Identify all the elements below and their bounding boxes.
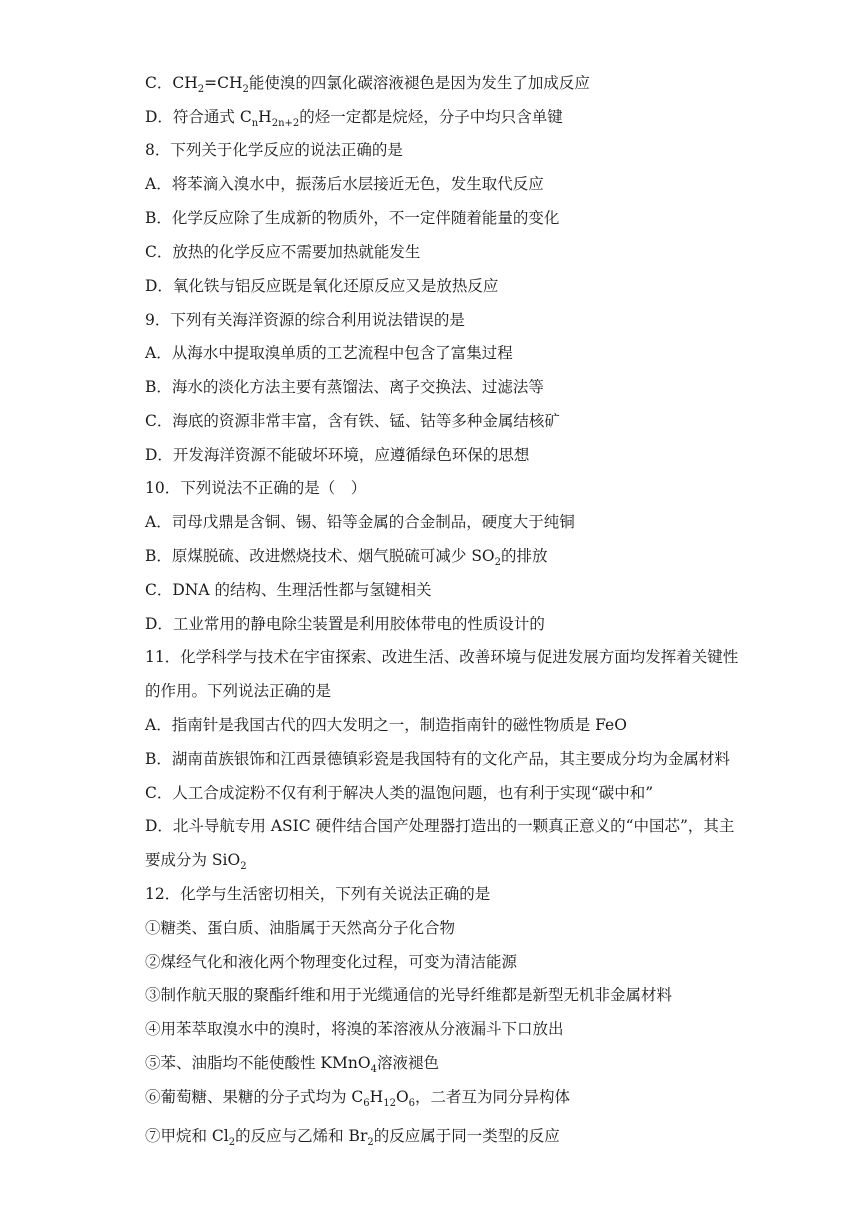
option-8c: C．放热的化学反应不需要加热就能发生	[145, 243, 421, 261]
option-9a: A．从海水中提取溴单质的工艺流程中包含了富集过程	[145, 344, 513, 362]
option-8b: B．化学反应除了生成新的物质外，不一定伴随着能量的变化	[145, 209, 560, 227]
option-9c: C．海底的资源非常丰富，含有铁、锰、钴等多种金属结核矿	[145, 412, 560, 430]
option-10a: A．司母戊鼎是含铜、锡、铅等金属的合金制品，硬度大于纯铜	[145, 513, 575, 531]
statement-12-2: ②煤经气化和液化两个物理变化过程，可变为清洁能源	[145, 953, 518, 971]
option-11b: B．湖南苗族银饰和江西景德镇彩瓷是我国特有的文化产品，其主要成分均为金属材料	[145, 750, 730, 768]
statement-12-6: ⑥葡萄糖、果糖的分子式均为 $C_6H_{12}O_6$，二者互为同分异构体	[145, 1088, 571, 1110]
question-12: 12．化学与生活密切相关，下列有关说法正确的是	[145, 885, 491, 903]
option-10c: C．DNA 的结构、生理活性都与氢键相关	[145, 581, 432, 599]
statement-12-3: ③制作航天服的聚酯纤维和用于光缆通信的光导纤维都是新型无机非金属材料	[145, 986, 673, 1004]
question-11: 11．化学科学与技术在宇宙探索、改进生活、改善环境与促进发展方面均发挥着关键性	[145, 648, 739, 666]
question-9: 9．下列有关海洋资源的综合利用说法错误的是	[145, 311, 465, 329]
question-10: 10．下列说法不正确的是（ ）	[145, 479, 367, 497]
option-9b: B．海水的淡化方法主要有蒸馏法、离子交换法、过滤法等	[145, 378, 544, 396]
text-line-7c: C．$CH_2=CH_2$能使溴的四氯化碳溶液褪色是因为发生了加成反应	[145, 74, 590, 96]
question-11-cont: 的作用。下列说法正确的是	[145, 682, 332, 700]
statement-12-5: ⑤苯、油脂均不能使酸性 KMnO$_4$溶液褪色	[145, 1054, 439, 1076]
option-8a: A．将苯滴入溴水中，振荡后水层接近无色，发生取代反应	[145, 175, 544, 193]
text-line-7d: D．符合通式 $C_nH_{2n+2}$的烃一定都是烷烃，分子中均只含单键	[145, 108, 563, 130]
option-10d: D．工业常用的静电除尘装置是利用胶体带电的性质设计的	[145, 615, 545, 633]
option-10b: B．原煤脱硫、改进燃烧技术、烟气脱硫可减少 $SO_2$的排放	[145, 547, 548, 569]
option-8d: D．氧化铁与铝反应既是氧化还原反应又是放热反应	[145, 277, 499, 295]
option-11c: C．人工合成淀粉不仅有利于解决人类的温饱问题，也有利于实现“碳中和”	[145, 784, 654, 802]
statement-12-1: ①糖类、蛋白质、油脂属于天然高分子化合物	[145, 919, 456, 937]
statement-12-7: ⑦甲烷和 $Cl_2$的反应与乙烯和 $Br_2$的反应属于同一类型的反应	[145, 1127, 560, 1149]
option-11d: D．北斗导航专用 ASIC 硬件结合国产处理器打造出的一颗真正意义的“中国芯”，其主	[145, 817, 735, 835]
option-9d: D．开发海洋资源不能破坏环境，应遵循绿色环保的思想	[145, 446, 530, 464]
statement-12-4: ④用苯萃取溴水中的溴时，将溴的苯溶液从分液漏斗下口放出	[145, 1020, 564, 1038]
question-8: 8．下列关于化学反应的说法正确的是	[145, 141, 403, 159]
option-11a: A．指南针是我国古代的四大发明之一，制造指南针的磁性物质是 FeO	[145, 716, 627, 734]
option-11d-cont: 要成分为 SiO$_2$	[145, 851, 247, 873]
